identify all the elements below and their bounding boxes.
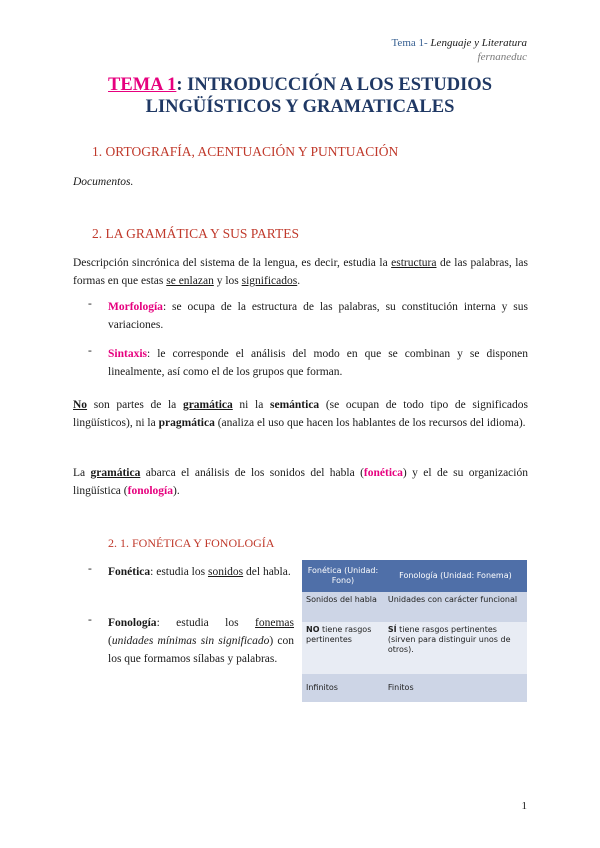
bullet-dash: -: [88, 563, 92, 575]
paragraph-no-partes: [73, 396, 528, 432]
list-item-fonologia: [108, 614, 294, 668]
table-cell: Infinitos: [302, 674, 384, 702]
intro-significados: significados: [241, 275, 298, 287]
word-fonetica: fonética: [363, 467, 403, 479]
title-line1: : INTRODUCCIÓN A LOS ESTUDIOS: [176, 75, 492, 95]
item-text: : estudia los: [150, 566, 208, 578]
para-text: La: [73, 467, 91, 479]
intro-text: de las palabras, las formas en que estas: [73, 257, 528, 287]
item-text: : le corresponde el análisis del modo en que se combinan y se disponen linealmente, así como el de los grupos que forman.: [108, 348, 528, 378]
header-subject: Lenguaje y Literatura: [430, 37, 527, 49]
comparison-table: [302, 560, 527, 702]
item-text: (: [108, 635, 112, 647]
table-header-fonologia: Fonología (Unidad: Fonema): [384, 560, 527, 592]
header-author: fernaneduc: [477, 51, 527, 63]
item-text: : estudia los: [156, 617, 256, 629]
item-text: ) con los que formamos sílabas y palabras.: [108, 635, 294, 665]
word-gramatica: gramática: [182, 399, 233, 411]
cell-si: SÍ: [387, 625, 397, 634]
section2-heading: 2. LA GRAMÁTICA Y SUS PARTES: [92, 226, 299, 241]
para-text: abarca el análisis de los sonidos del habla (: [140, 467, 364, 479]
para-text: ) y el de su organización lingüística (: [73, 467, 528, 497]
word-no: No: [73, 399, 88, 411]
header-dash: -: [424, 37, 431, 49]
intro-text: .: [297, 275, 301, 287]
table-cell: Unidades con carácter funcional: [384, 592, 527, 622]
table-row: [302, 592, 527, 622]
section1-body: Documentos.: [73, 176, 134, 188]
cell-no: NO: [306, 625, 320, 634]
table-row: [302, 674, 527, 702]
bullet-dash: -: [88, 614, 92, 626]
intro-estructura: estructura: [391, 257, 437, 269]
list-item-morfologia: [108, 298, 528, 334]
title-label: TEMA 1: [108, 75, 177, 95]
section1-heading: 1. ORTOGRAFÍA, ACENTUACIÓN Y PUNTUACIÓN: [92, 144, 399, 159]
running-header: [391, 37, 527, 50]
italic-definition: unidades mínimas sin significado: [111, 635, 270, 647]
table-cell: Sonidos del habla: [302, 592, 384, 622]
item-text: : se ocupa de la estructura de las palabras, su constitución interna y sus variaciones.: [108, 301, 528, 331]
table-header-row: [302, 560, 527, 592]
word-gramatica: gramática: [90, 467, 141, 479]
list-item-fonetica: [108, 563, 294, 581]
header-tema: Tema 1: [391, 37, 425, 49]
para-text: son partes de la: [87, 399, 183, 411]
term-morfologia: Morfología: [108, 301, 163, 313]
section2-intro: [73, 254, 528, 290]
para-text: ).: [173, 485, 180, 497]
cell-text: tiene rasgos pertinentes (sirven para distinguir unos de otros).: [387, 625, 511, 654]
table-cell: [384, 622, 527, 674]
term-sintaxis: Sintaxis: [108, 348, 147, 360]
title-line2: LINGÜÍSTICOS Y GRAMATICALES: [145, 97, 455, 117]
intro-se-enlazan: se enlazan: [166, 275, 214, 287]
table-cell: [302, 622, 384, 674]
item-text: del habla.: [243, 566, 291, 578]
page-number: 1: [521, 800, 527, 812]
word-pragmatica: pragmática: [158, 417, 215, 429]
intro-text: Descripción sincrónica del sistema de la lengua, es decir, estudia la: [73, 257, 392, 269]
cell-text: tiene rasgos pertinentes: [306, 625, 372, 644]
word-fonemas: fonemas: [255, 617, 294, 629]
para-text: (se ocupan de todo tipo de significados lingüísticos), ni la: [73, 399, 528, 429]
page-title: [60, 74, 540, 118]
intro-text: y los: [213, 275, 242, 287]
bullet-dash: -: [88, 298, 92, 310]
word-sonidos: sonidos: [207, 566, 244, 578]
bullet-dash: -: [88, 345, 92, 357]
table-header-fonetica: Fonética (Unidad: Fono): [302, 560, 384, 592]
term-fonologia: Fonología: [108, 617, 157, 629]
word-semantica: semántica: [269, 399, 320, 411]
section21-heading: 2. 1. FONÉTICA Y FONOLOGÍA: [108, 536, 275, 550]
para-text: (analiza el uso que hacen los hablantes de los recursos del idioma).: [214, 417, 526, 429]
word-fonologia: fonología: [127, 485, 173, 497]
paragraph-gramatica: [73, 464, 528, 500]
table-cell: Finitos: [384, 674, 527, 702]
term-fonetica: Fonética: [108, 566, 151, 578]
para-text: ni la: [232, 399, 270, 411]
list-item-sintaxis: [108, 345, 528, 381]
table-row: [302, 622, 527, 674]
